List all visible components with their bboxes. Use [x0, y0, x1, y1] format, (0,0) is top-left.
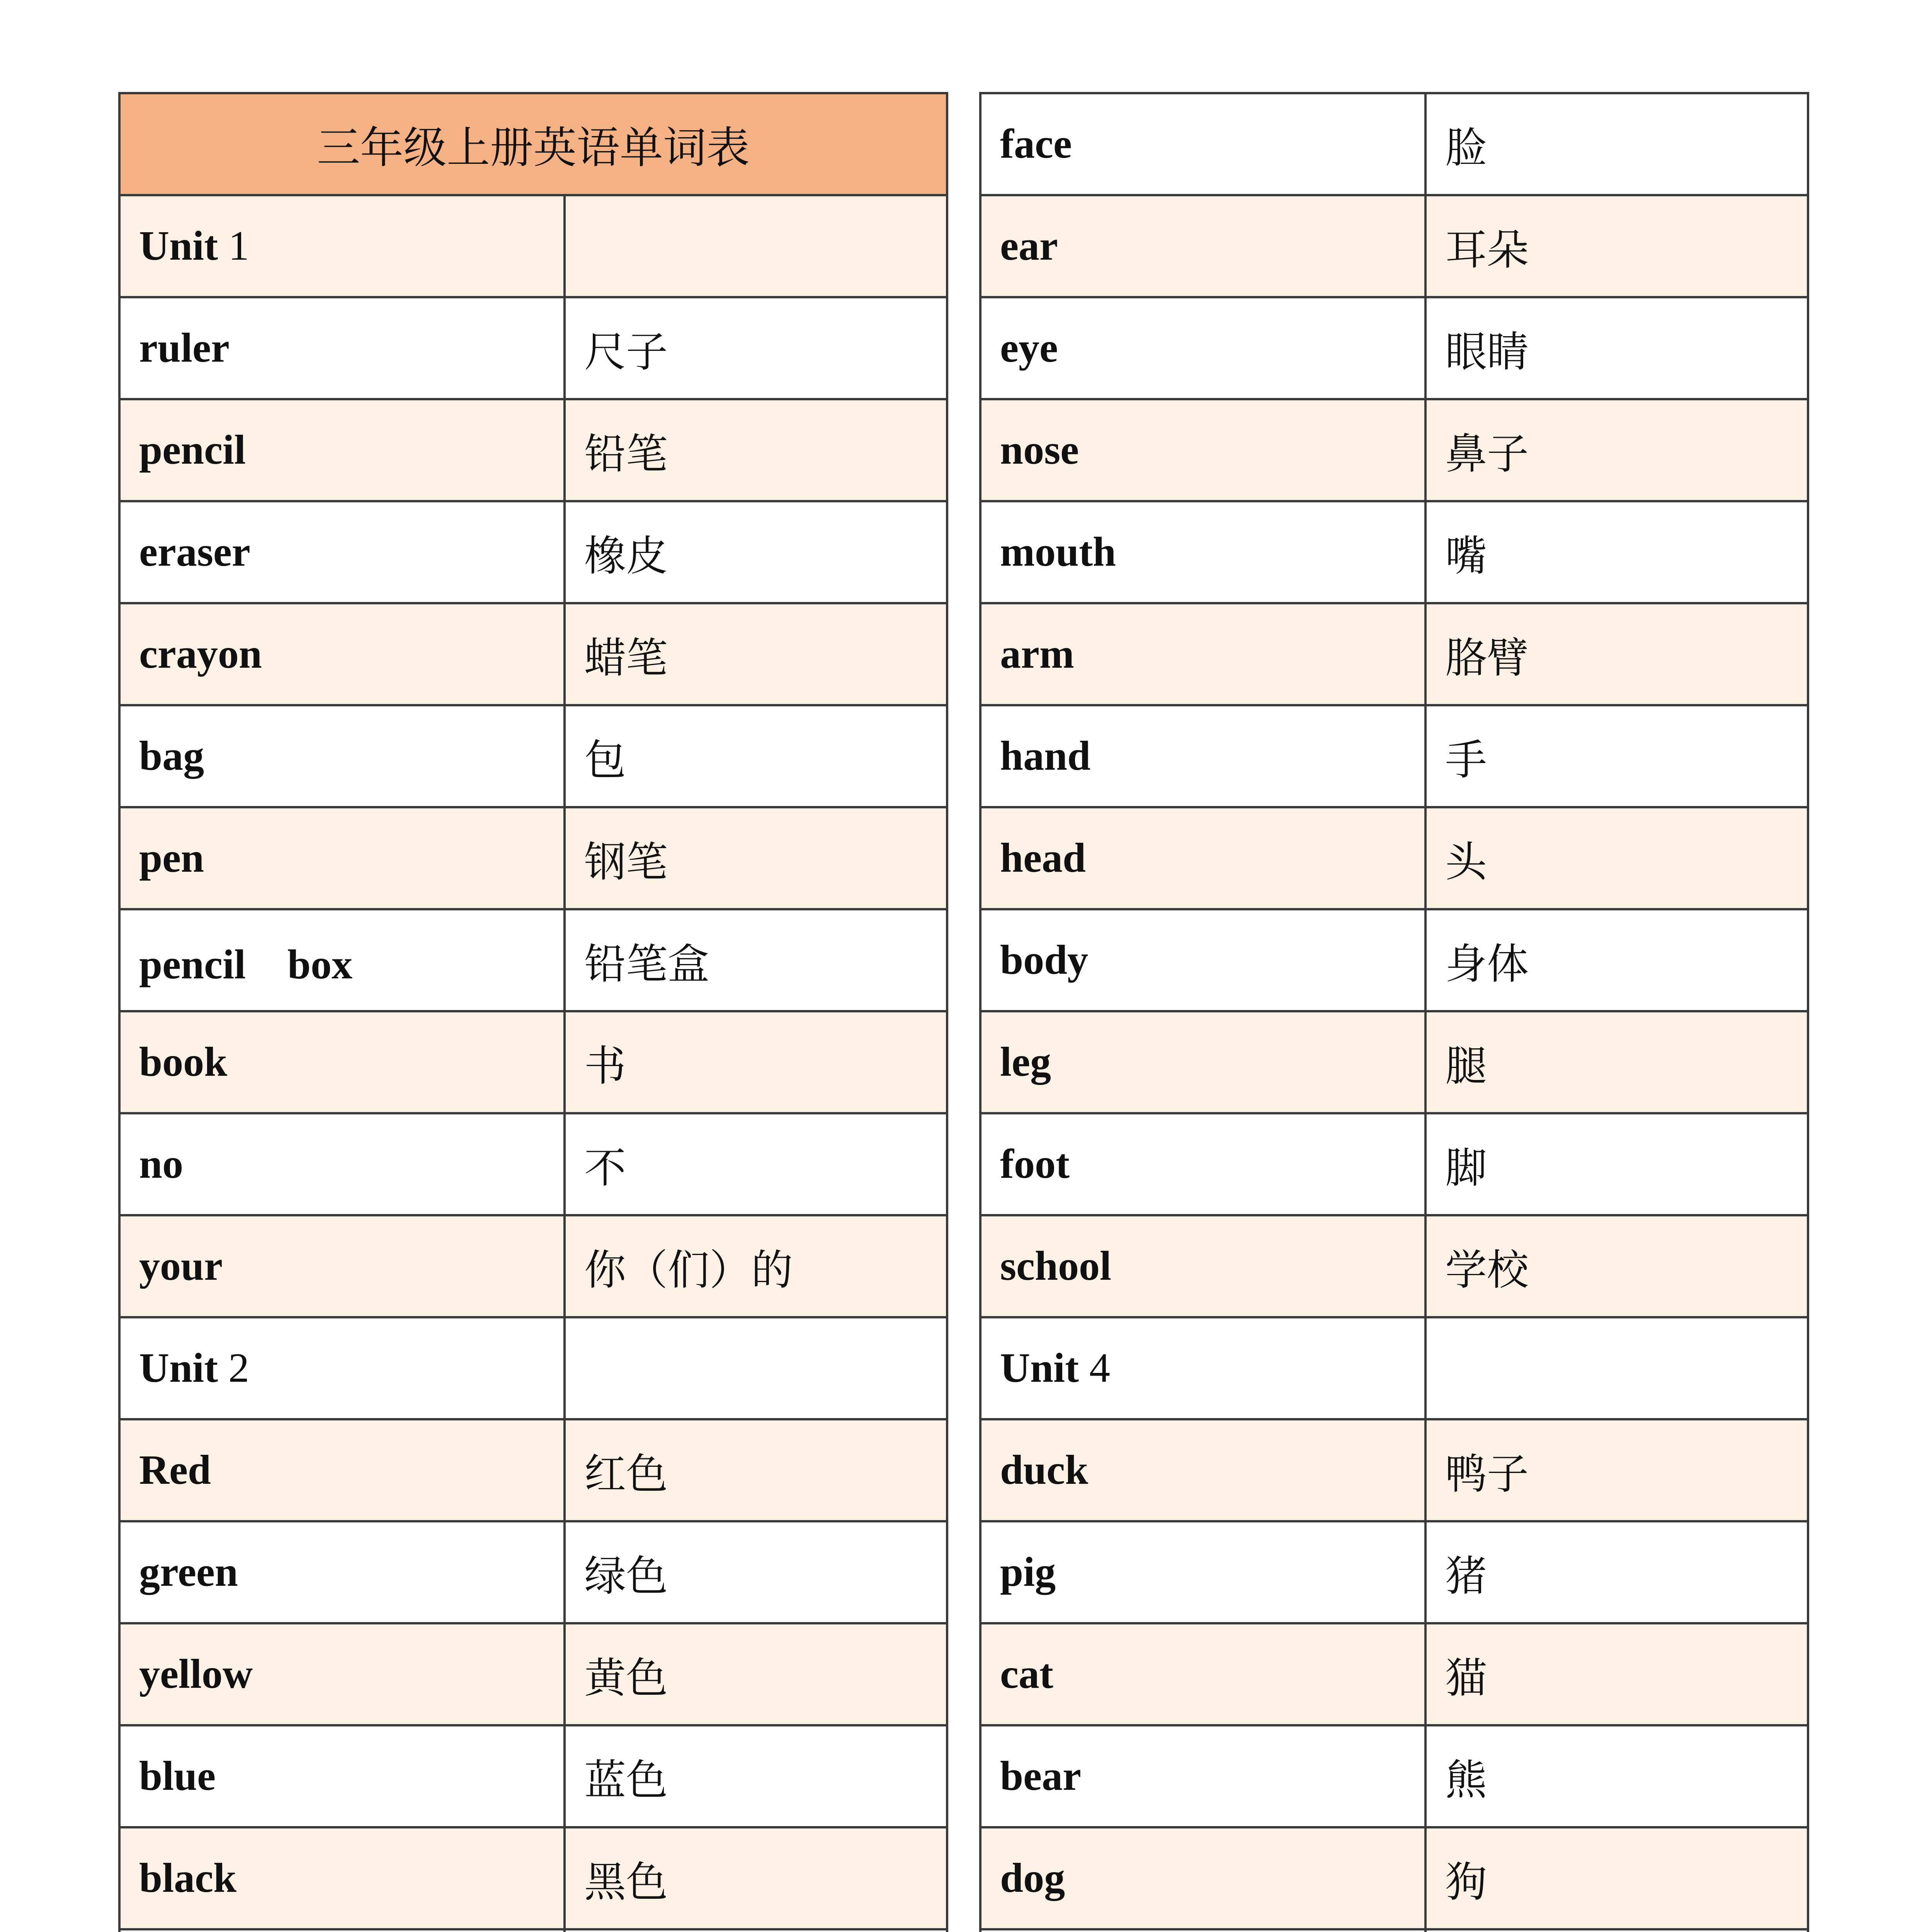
chinese-meaning: 铅笔 [565, 399, 947, 501]
word-row [119, 807, 947, 909]
english-word [980, 93, 1425, 195]
english-word [980, 1215, 1425, 1317]
word-row [980, 1011, 1808, 1113]
chinese-meaning: 绿色 [565, 1521, 947, 1623]
english-word-text: pen [139, 835, 204, 881]
chinese-meaning: 你（们）的 [565, 1215, 947, 1317]
word-row [980, 93, 1808, 195]
unit-number: 2 [228, 1345, 250, 1391]
english-word-text: eraser [139, 529, 250, 575]
vocab-table-right [979, 92, 1809, 1932]
english-word-text: foot [1000, 1141, 1070, 1187]
unit-header-row [119, 195, 947, 297]
english-word [980, 1521, 1425, 1623]
word-row [980, 195, 1808, 297]
english-word [119, 1725, 565, 1827]
chinese-meaning: 不 [565, 1113, 947, 1215]
english-word-text: pig [1000, 1549, 1056, 1595]
chinese-meaning: 蓝色 [565, 1725, 947, 1827]
unit-label: Unit [139, 223, 218, 269]
chinese-meaning [565, 195, 947, 297]
chinese-meaning: 耳朵 [1425, 195, 1808, 297]
chinese-meaning: 身体 [1425, 909, 1808, 1011]
english-word-text: green [139, 1549, 238, 1595]
english-word [119, 195, 565, 297]
word-row [119, 1521, 947, 1623]
english-word [980, 1113, 1425, 1215]
word-row [119, 1011, 947, 1113]
chinese-meaning: 腿 [1425, 1011, 1808, 1113]
chinese-meaning: 黄色 [565, 1623, 947, 1725]
english-word [980, 297, 1425, 399]
english-word-text: hand [1000, 733, 1091, 779]
word-row [119, 1929, 947, 1932]
chinese-meaning: 手 [1425, 705, 1808, 807]
word-row [980, 1419, 1808, 1521]
table-title: 三年级上册英语单词表 [119, 93, 947, 195]
word-row [119, 603, 947, 705]
word-row [980, 399, 1808, 501]
english-word [980, 195, 1425, 297]
english-word [119, 1827, 565, 1929]
word-row [980, 501, 1808, 603]
english-word [119, 399, 565, 501]
english-word [119, 1929, 565, 1932]
english-word [119, 1521, 565, 1623]
word-row [119, 501, 947, 603]
english-word [980, 1725, 1425, 1827]
english-word [119, 603, 565, 705]
english-word [119, 1113, 565, 1215]
chinese-meaning: 学校 [1425, 1215, 1808, 1317]
chinese-meaning [1425, 1929, 1808, 1932]
chinese-meaning: 狗 [1425, 1827, 1808, 1929]
english-word [980, 909, 1425, 1011]
english-word-text: crayon [139, 631, 262, 677]
english-word-text: bag [139, 733, 204, 779]
english-word-text: cat [1000, 1651, 1053, 1697]
english-word-text: eye [1000, 325, 1058, 371]
chinese-meaning: 熊 [1425, 1725, 1808, 1827]
word-row [980, 1725, 1808, 1827]
word-row [980, 1113, 1808, 1215]
english-word [119, 297, 565, 399]
english-word-text: blue [139, 1753, 216, 1799]
english-word-text: ruler [139, 325, 230, 371]
chinese-meaning: 鼻子 [1425, 399, 1808, 501]
word-row [980, 1827, 1808, 1929]
word-row [980, 1215, 1808, 1317]
english-word [119, 705, 565, 807]
chinese-meaning: 尺子 [565, 297, 947, 399]
english-word [980, 1929, 1425, 1932]
chinese-meaning: 头 [1425, 807, 1808, 909]
english-word-text: mouth [1000, 529, 1116, 575]
chinese-meaning: 鸭子 [1425, 1419, 1808, 1521]
english-word [119, 501, 565, 603]
word-row [980, 1623, 1808, 1725]
chinese-meaning: 脸 [1425, 93, 1808, 195]
word-row [980, 909, 1808, 1011]
english-word-text: nose [1000, 427, 1079, 473]
english-word-text: leg [1000, 1039, 1051, 1085]
english-word-text: duck [1000, 1447, 1089, 1493]
chinese-meaning [565, 1317, 947, 1419]
word-row [119, 399, 947, 501]
unit-number: 4 [1089, 1345, 1111, 1391]
vocab-table-left [118, 92, 948, 1932]
chinese-meaning: 猪 [1425, 1521, 1808, 1623]
english-word [119, 1317, 565, 1419]
word-row [980, 1521, 1808, 1623]
word-row [119, 1419, 947, 1521]
unit-header-row [980, 1317, 1808, 1419]
english-word-text: black [139, 1855, 237, 1901]
word-row [119, 705, 947, 807]
word-row [119, 1215, 947, 1317]
word-row [119, 297, 947, 399]
english-word-text: your [139, 1243, 223, 1289]
english-word-text: ear [1000, 223, 1058, 269]
chinese-meaning: 橡皮 [565, 501, 947, 603]
english-word-text: bear [1000, 1753, 1081, 1799]
word-row [980, 807, 1808, 909]
chinese-meaning: 猫 [1425, 1623, 1808, 1725]
chinese-meaning: 钢笔 [565, 807, 947, 909]
english-word-text: body [1000, 937, 1089, 983]
word-row [119, 1113, 947, 1215]
english-word [980, 1419, 1425, 1521]
english-word [119, 1011, 565, 1113]
english-word [980, 603, 1425, 705]
chinese-meaning: 书 [565, 1011, 947, 1113]
chinese-meaning [1425, 1317, 1808, 1419]
english-word [980, 1623, 1425, 1725]
word-row [119, 909, 947, 1011]
english-word-text: no [139, 1141, 184, 1187]
english-word [119, 1419, 565, 1521]
chinese-meaning: 红色 [565, 1419, 947, 1521]
chinese-meaning: 胳臂 [1425, 603, 1808, 705]
english-word-text: face [1000, 121, 1072, 167]
chinese-meaning: 铅笔盒 [565, 909, 947, 1011]
unit-header-row [119, 1317, 947, 1419]
title-row [119, 93, 947, 195]
word-row [980, 1929, 1808, 1932]
english-word-text: Red [139, 1447, 211, 1493]
english-word [119, 909, 565, 1011]
unit-number: 1 [228, 223, 250, 269]
english-word-text: book [139, 1039, 228, 1085]
word-row [119, 1827, 947, 1929]
chinese-meaning: 嘴 [1425, 501, 1808, 603]
chinese-meaning: 蜡笔 [565, 603, 947, 705]
chinese-meaning: 黑色 [565, 1827, 947, 1929]
english-word-text: yellow [139, 1651, 253, 1697]
english-word-text: head [1000, 835, 1086, 881]
english-word [980, 807, 1425, 909]
english-word [980, 501, 1425, 603]
english-word [980, 705, 1425, 807]
word-row [119, 1725, 947, 1827]
chinese-meaning [565, 1929, 947, 1932]
chinese-meaning: 包 [565, 705, 947, 807]
word-row [980, 705, 1808, 807]
english-word-text: pencil [139, 427, 246, 473]
chinese-meaning: 脚 [1425, 1113, 1808, 1215]
english-word [119, 1623, 565, 1725]
english-word [980, 1827, 1425, 1929]
english-word-text: arm [1000, 631, 1074, 677]
unit-label: Unit [1000, 1345, 1079, 1391]
word-row [980, 297, 1808, 399]
english-word-text: pencil box [139, 941, 353, 988]
english-word-text: school [1000, 1243, 1112, 1289]
english-word [980, 1317, 1425, 1419]
english-word [980, 1011, 1425, 1113]
english-word-text: dog [1000, 1855, 1065, 1901]
chinese-meaning: 眼睛 [1425, 297, 1808, 399]
english-word [980, 399, 1425, 501]
english-word [119, 807, 565, 909]
word-row [119, 1623, 947, 1725]
english-word [119, 1215, 565, 1317]
unit-label: Unit [139, 1345, 218, 1391]
word-row [980, 603, 1808, 705]
